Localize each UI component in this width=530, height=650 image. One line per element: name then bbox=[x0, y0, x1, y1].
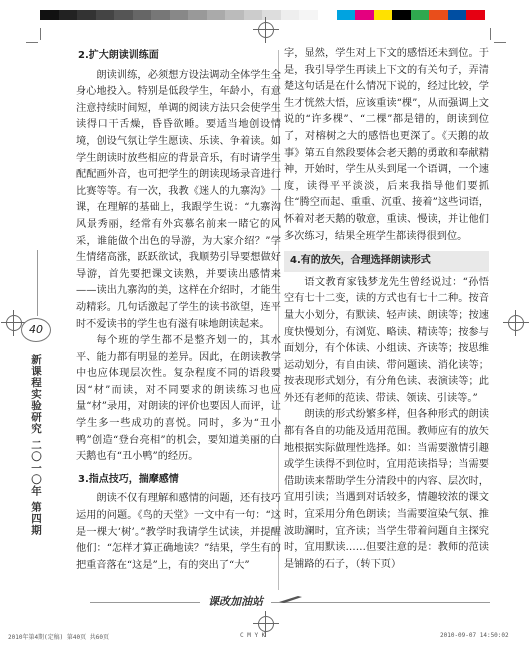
registration-mark-right bbox=[508, 315, 524, 331]
color-swatch bbox=[40, 10, 59, 20]
color-swatch bbox=[59, 10, 78, 20]
color-swatch bbox=[170, 10, 189, 20]
color-swatch bbox=[244, 10, 263, 20]
print-slug-left: 2010年第4期(定稿) 第40页 共60页 bbox=[8, 634, 109, 641]
print-slug-middle: C M Y K bbox=[240, 632, 266, 639]
color-swatch bbox=[355, 10, 374, 20]
page-sidebar bbox=[22, 250, 52, 550]
section-heading: 2.扩大朗读训练面 bbox=[78, 50, 159, 61]
color-swatch bbox=[151, 10, 170, 20]
registration-mark-left bbox=[6, 315, 22, 331]
sidebar-rule bbox=[37, 250, 38, 316]
color-swatch bbox=[411, 10, 430, 20]
color-swatch bbox=[374, 10, 393, 20]
pen-icon bbox=[278, 594, 304, 604]
paragraph: 朗读的形式纷繁多样，但各种形式的朗读都有各自的功能及适用范围。教师应有的放矢地根据实际做理性选择。如：当需要激情引趣或学生读得不到位时，宜用范读指导；当需要借助读来帮助学生分清段中的内容、层次时，宜用引读；当遇到对话较多，情趣较浓的课文时，宜采用分角色朗读；当需要渲染气氛、推波助澜时，宜齐读；当学生带着问题自主探究时，宜用默读……但要注意的是：教师的范读是铺路的石子，（转下页） bbox=[284, 409, 489, 570]
paragraph: 语文教育家钱梦龙先生曾经说过：“孙悟空有七十二变，读的方式也有七十二种。按音量大小划分，有默读、轻声读、朗读等；按速度快慢划分，有浏览、略读、精读等；按参与面划分，有个体读、小组读、齐读等；按思维运动划分，有自由读、带问题读、消化读等；按表现形式划分，有分角色读、表演读等；此外还有老师的范读、带读、领读、引读等。” bbox=[284, 276, 489, 404]
left-column bbox=[76, 46, 281, 574]
paragraph: 字，显然，学生对上下文的感悟还未到位。于是，我引导学生再读上下文的有关句子，弄清楚这句话是在什么情况下说的，经过比较，学生才恍然大悟，应该重读“棵”，从而强调上文说的“许多棵”、“二棵”都是错的，朗读到位了，对榕树之大的感悟也更深了。《天鹅的故事》第五自然段要体会老天鹅的勇敢和奉献精神，开始时，学生从头到尾一个语调，一个速度，读得平平淡淡，后来我指导他们要抓住“腾空而起、重重、沉重、接着”这些词语，怀着对老天鹅的敬意，重读、慢读，并让他们多次练习，结果全班学生都读得很到位。 bbox=[284, 48, 489, 242]
crop-mark bbox=[490, 28, 491, 40]
section-heading: 3.指点技巧，揣摩感情 bbox=[78, 473, 179, 485]
color-swatch bbox=[448, 10, 467, 20]
color-swatch bbox=[96, 10, 115, 20]
color-swatch bbox=[225, 10, 244, 20]
color-swatch bbox=[133, 10, 152, 20]
page-footer bbox=[90, 595, 490, 617]
right-column bbox=[284, 46, 489, 573]
page-number: 40 bbox=[21, 318, 51, 342]
crop-mark bbox=[26, 42, 38, 43]
color-swatch bbox=[318, 10, 337, 20]
journal-title-vertical: 新课程实验研究 二〇一〇年 第四期 bbox=[30, 354, 42, 536]
color-swatch bbox=[337, 10, 356, 20]
color-swatch bbox=[299, 10, 318, 20]
paragraph: 朗读不仅有理解和感情的问题，还有技巧运用的问题。《鸟的天堂》一文中有一句：“这是一棵大‘树’。”教学时我请学生试读，并提醒他们：“怎样才算正确地读？”结果，学生有的把重音落在“这是”上，有的突出了“大” bbox=[76, 493, 281, 571]
paragraph: 朗读训练，必须想方设法调动全体学生全身心地投入。特别是低段学生，年龄小，有意注意持续时间短，单调的阅读方法只会使学生读得口干舌燥，昏昏欲睡。要适当地创设情境，创设气氛让学生愿读、乐读、争着读。如学生朗读时放些相应的背景音乐，有时请学生配配画外音，也可把学生的朗读现场录音进行比赛等等。有一次，我教《迷人的九寨沟》一课，在理解的基础上，我跟学生说：“九寨沟风景秀丽，经常有外宾慕名前来一睹它的风采，谁能做个出色的导游，为大家介绍？”学生情绪高涨，跃跃欲试，我顺势引导要想做好导游，首先要把课文读熟，并要读出感情来——读出九寨沟的美，这样在介绍时，才能生动精彩。几句话激起了学生的读书欲望，连平时不爱读书的学生也有滋有味地朗读起来。 bbox=[76, 69, 281, 330]
paragraph: 每个班的学生都不是整齐划一的，其水平、能力都有明显的差异。因此，在朗读教学中也应体现层次性。复杂程度不同的语段要因“材”而读，对不同要求的朗读练习也应量“材”录用，对朗读的评价也要因人而评，让学生多一些成功的喜悦。同时，多为“丑小鸭”创造“登台亮相”的机会，要知道美丽的白天鹅也有“丑小鸭”的经历。 bbox=[76, 335, 281, 463]
color-swatch bbox=[188, 10, 207, 20]
column-label: 课改加油站 bbox=[200, 593, 271, 609]
color-swatch bbox=[429, 10, 448, 20]
article-body bbox=[56, 46, 496, 602]
color-swatch bbox=[281, 10, 300, 20]
color-swatch bbox=[77, 10, 96, 20]
color-swatch bbox=[207, 10, 226, 20]
registration-mark-top bbox=[258, 22, 274, 38]
section-heading: 4.有的放矢，合理选择朗读形式 bbox=[284, 251, 489, 272]
crop-mark bbox=[40, 28, 41, 40]
color-swatch bbox=[392, 10, 411, 20]
color-swatch bbox=[466, 10, 485, 20]
crop-mark bbox=[494, 42, 506, 43]
color-swatch bbox=[114, 10, 133, 20]
registration-mark-bottom bbox=[258, 616, 274, 632]
printer-color-bar bbox=[40, 10, 485, 20]
print-slug-right: 2010-09-07 14:50:02 bbox=[440, 632, 509, 639]
